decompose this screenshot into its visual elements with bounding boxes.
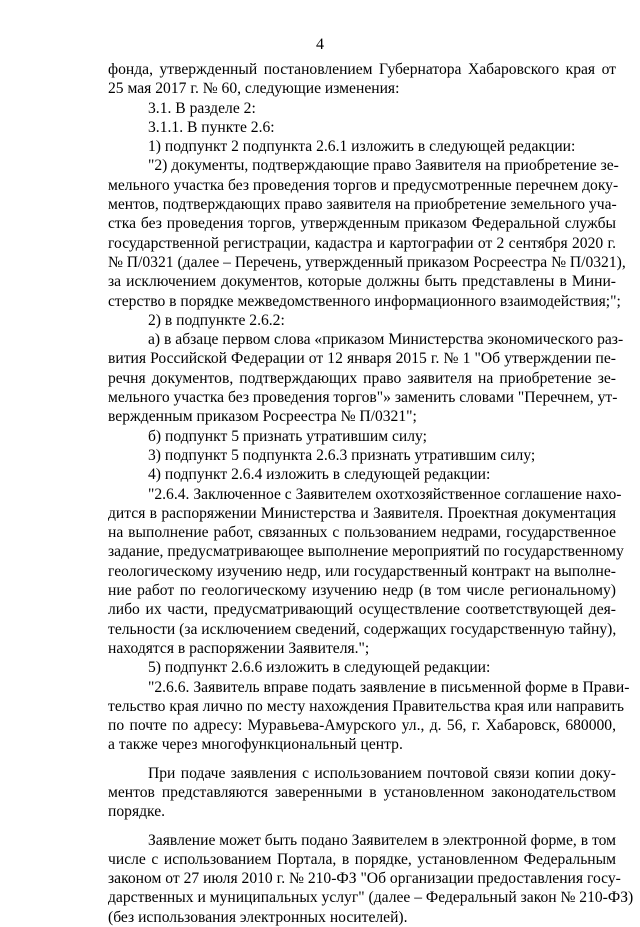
text-line: "2.6.6. Заявитель вправе подать заявление в письменной форме в Прави- [148,678,630,696]
text-line: а также через многофункциональный центр. [108,736,403,754]
text-line: 2) в подпункте 2.6.2: [148,311,285,329]
text-line: мельного участка без проведения торгов и предусмотренные перечнем доку- [108,176,619,194]
paragraph [108,446,616,465]
paragraph-gap [108,755,616,764]
text-line: порядке. [108,803,166,821]
paragraph [108,118,616,137]
paragraph [108,156,626,310]
text-line: 5) подпункт 2.6.6 изложить в следующей редакции: [148,659,491,677]
text-line: 3.1. В разделе 2: [148,99,256,117]
text-line: фонда, утвержденный постановлением Губернатора Хабаровского края от [108,61,616,78]
paragraph [108,311,616,330]
text-line: 3) подпункт 5 подпункта 2.6.3 признать утратившим силу; [148,446,536,464]
paragraph-gap [108,822,616,831]
paragraph [108,427,616,446]
text-line: законом от 27 июля 2010 г. № 210-ФЗ "Об организации предоставления госу- [108,870,621,888]
text-line: по почте по адресу: Муравьева-Амурского ул., д. 56, г. Хабаровск, 680000, [108,717,616,735]
text-line: за исключением документов, которые должны быть представлены в Мини- [108,273,616,291]
text-line: 3.1.1. В пункте 2.6: [148,118,275,136]
paragraph [108,764,616,822]
text-line: задание, предусматривающее выполнение мероприятий по государственному [108,543,624,561]
text-line: мельного участка без проведения торгов"» заменить словами "Перечнем, ут- [108,389,618,407]
text-line: стка без проведения торгов, утвержденным приказом Федеральной службы [108,215,616,233]
text-line: тельство края лично по месту нахождения Правительства края или направить [108,697,624,715]
text-line: либо их части, предусматривающий осуществление соответствующей дея- [108,601,616,619]
paragraph [108,485,624,659]
text-line: тельности (за исключением сведений, содержащих государственную тайну), [108,620,617,638]
text-line: на выполнение работ, связанных с пользованием недрами, государственное [108,524,616,542]
text-line: государственной регистрации, кадастра и картографии от 2 сентября 2020 г. [108,234,616,252]
text-line: а) в абзаце первом слова «приказом Министерства экономического раз- [148,331,624,349]
paragraph [108,137,616,156]
text-line: б) подпункт 5 признать утратившим силу; [148,427,427,445]
text-line: числе с использованием Портала, в порядке, установленном Федеральным [108,850,616,868]
text-line: "2) документы, подтверждающие право Заявителя на приобретение зе- [148,157,619,175]
paragraph [108,465,616,484]
text-line: Заявление может быть подано Заявителем в электронной форме, в том [148,831,616,849]
text-line: стерство в порядке межведомственного информационного взаимодействия;"; [108,292,621,310]
text-line: ние работ по геологическому изучению недр (в том числе региональному) [108,582,616,600]
paragraph [108,658,616,677]
paragraph [108,60,616,99]
text-line: "2.6.4. Заключенное с Заявителем охотхозяйственное соглашение нахо- [148,485,622,503]
text-line: геологическому изучению недр, или государственный контракт на выполне- [108,562,616,580]
paragraph [108,99,616,118]
text-line: ментов представляются заверенными в установленном законодательством [108,783,616,801]
paragraph [108,831,634,927]
text-line: 1) подпункт 2 подпункта 2.6.1 изложить в следующей редакции: [148,138,576,156]
paragraph [108,330,624,426]
text-line: При подаче заявления с использованием почтовой связи копии доку- [148,764,616,782]
page-number: 4 [316,36,324,53]
text-line: № П/0321 (далее – Перечень, утвержденный приказом Росреестра № П/0321), [108,253,626,271]
text-line: дарственных и муниципальных услуг" (далее – Федеральный закон № 210-ФЗ) [108,889,634,907]
text-line: дится в распоряжении Министерства и Заявителя. Проектная документация [108,504,616,522]
text-line: вержденным приказом Росреестра № П/0321"; [108,408,417,426]
text-line: (без использования электронных носителей). [108,908,408,926]
text-line: 25 мая 2017 г. № 60, следующие изменения: [108,80,400,98]
text-line: находятся в распоряжении Заявителя."; [108,639,370,657]
text-line: речня документов, подтверждающих право заявителя на приобретение зе- [108,369,616,387]
text-line: вития Российской Федерации от 12 января 2015 г. № 1 "Об утверждении пе- [108,350,616,368]
text-line: 4) подпункт 2.6.4 изложить в следующей редакции: [148,466,491,484]
text-line: ментов, подтверждающих право заявителя на приобретение земельного уча- [108,196,617,214]
document-body [108,60,634,927]
paragraph [108,678,630,755]
